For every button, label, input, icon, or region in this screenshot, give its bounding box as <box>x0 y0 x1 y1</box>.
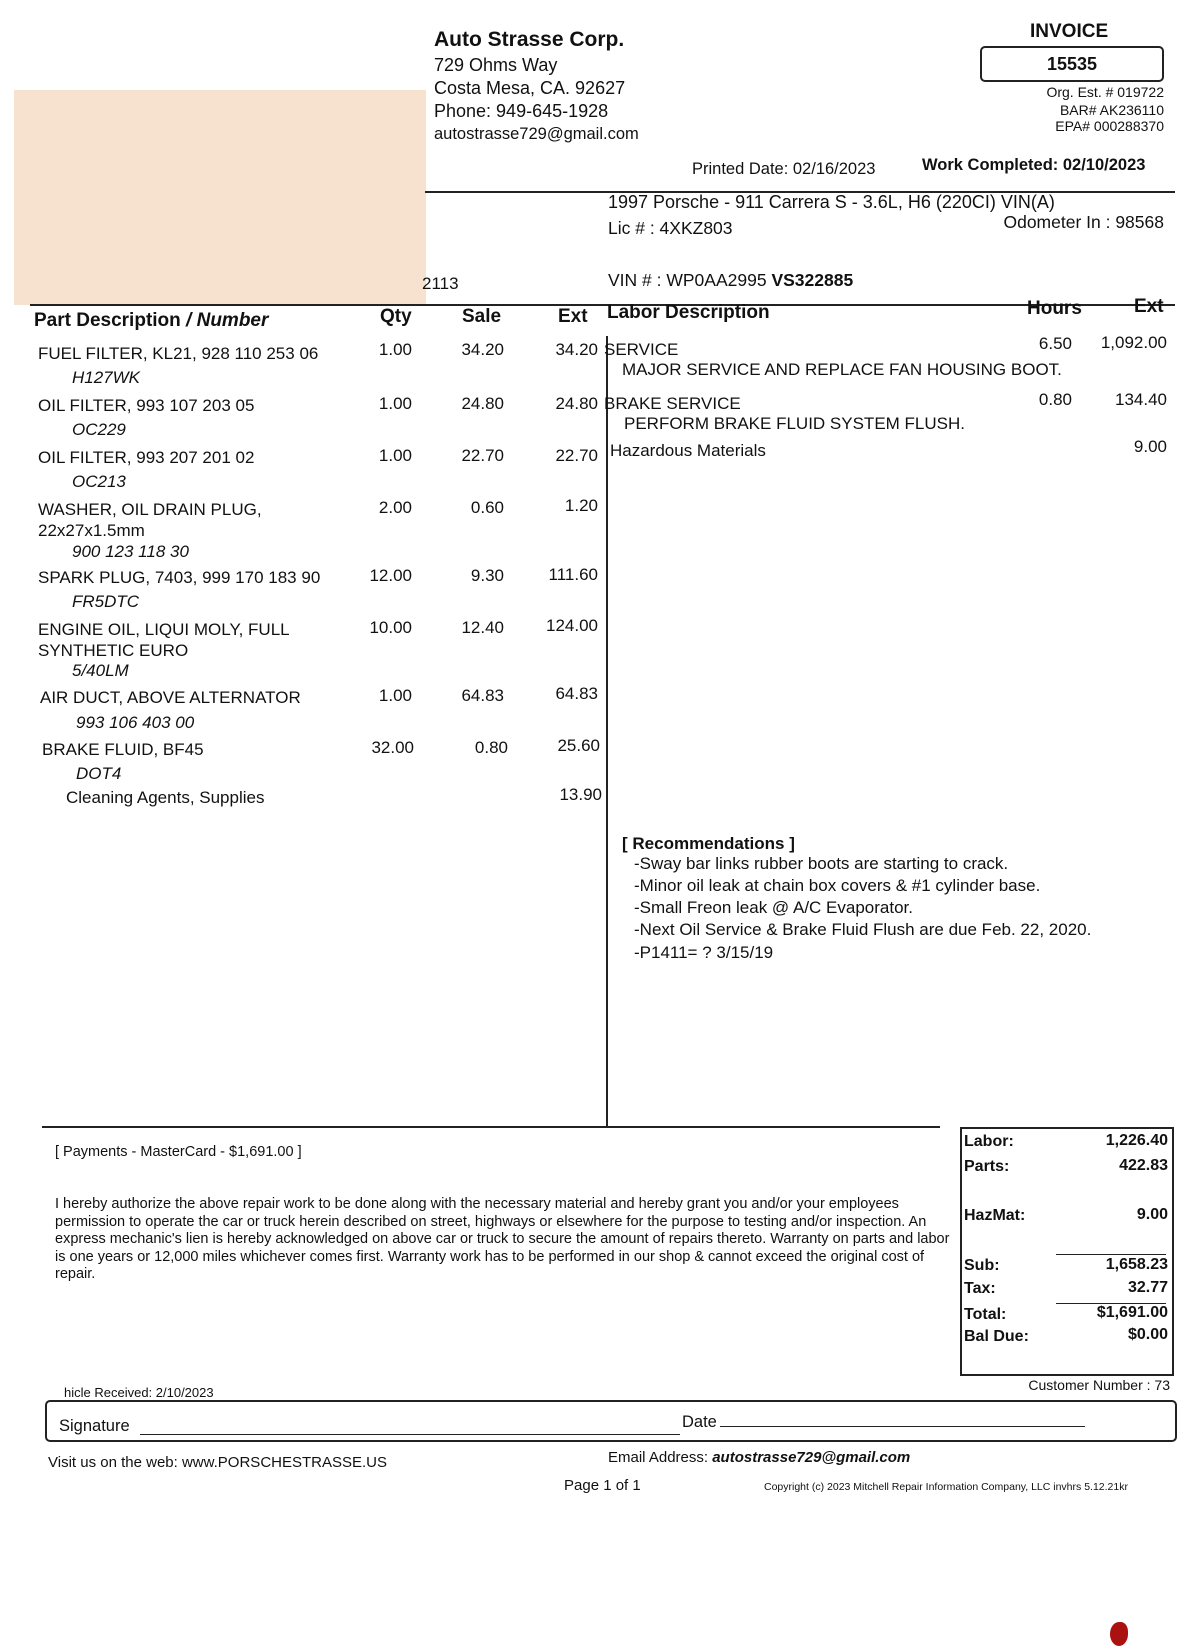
labor-title: SERVICE <box>604 340 679 359</box>
recommendation-item: -P1411= ? 3/15/19 <box>634 943 774 962</box>
part-number: OC213 <box>72 472 126 491</box>
subtotal-rule <box>1056 1254 1166 1255</box>
part-ext: 64.83 <box>555 684 598 703</box>
red-mark <box>1110 1622 1128 1646</box>
part-description-line-2: SYNTHETIC EURO <box>38 641 189 660</box>
part-description-line-2: 22x27x1.5mm <box>38 521 145 540</box>
copyright: Copyright (c) 2023 Mitchell Repair Information Company, LLC invhrs 5.12.21kr <box>764 1481 1128 1493</box>
part-qty: 1.00 <box>378 686 412 705</box>
part-number: 5/40LM <box>72 661 129 680</box>
table-header-top-rule <box>30 304 1175 306</box>
part-sale: 0.80 <box>474 738 508 757</box>
labor-header-hours: Hours <box>1027 298 1082 319</box>
part-qty: 12.00 <box>369 566 412 585</box>
bar-number: BAR# AK236110 <box>1059 102 1164 118</box>
vehicle-description: 1997 Porsche - 911 Carrera S - 3.6L, H6 (220CI) VIN(A) <box>608 192 1055 212</box>
parts-header-sale: Sale <box>462 306 502 327</box>
part-ext: 124.00 <box>546 616 598 635</box>
vehicle-received: hicle Received: 2/10/2023 <box>64 1385 214 1400</box>
grand-total-label: Total: <box>964 1306 1007 1323</box>
company-email: autostrasse729@gmail.com <box>434 125 639 143</box>
signature-label: Signature <box>59 1417 130 1435</box>
company-address-2: Costa Mesa, CA. 92627 <box>434 78 626 98</box>
printed-date: Printed Date: 02/16/2023 <box>692 160 876 178</box>
labor-header-ext: Ext <box>1134 296 1164 317</box>
signature-line[interactable] <box>140 1434 680 1435</box>
labor-ext: 1,092.00 <box>1100 333 1167 352</box>
hazmat-total-label: HazMat: <box>964 1207 1026 1224</box>
part-sale: 22.70 <box>461 446 504 465</box>
part-ext: 24.80 <box>555 394 598 413</box>
authorization-terms: I hereby authorize the above repair work to be done along with the necessary material and hereby grant you and/or your employees permission to operate the car or truck herein described on street, highways or elsewhere for the purpose to testing and/or inspection. An express mechanic's lien is hereby acknowledged on above car or truck to secure the amount of repairs thereto. Warranty on parts and labor is one years or 12,000 miles whichever comes first. Warranty work has to be performed in our shop & cannot exceed the original cost of repair. <box>55 1196 950 1282</box>
part-sale: 9.30 <box>470 566 504 585</box>
part-description: WASHER, OIL DRAIN PLUG, <box>38 500 262 519</box>
part-number: DOT4 <box>76 764 122 783</box>
footer-email-address: autostrasse729@gmail.com <box>712 1449 911 1466</box>
parts-header-description: Part Description / Number <box>34 310 269 331</box>
part-ext: 25.60 <box>557 736 600 755</box>
balance-due: $0.00 <box>1127 1326 1168 1343</box>
parts-total: 422.83 <box>1119 1157 1168 1174</box>
customer-number: Customer Number : 73 <box>1028 1377 1170 1393</box>
labor-total: 1,226.40 <box>1105 1132 1168 1149</box>
tax-amount: 32.77 <box>1127 1279 1168 1296</box>
labor-title: BRAKE SERVICE <box>604 394 741 413</box>
footer-email <box>608 1449 910 1466</box>
part-description: BRAKE FLUID, BF45 <box>42 740 204 759</box>
part-number: H127WK <box>72 368 141 387</box>
hazmat-total: 9.00 <box>1136 1206 1168 1223</box>
part-qty: 1.00 <box>378 446 412 465</box>
date-line[interactable] <box>720 1426 1085 1427</box>
company-phone: Phone: 949-645-1928 <box>434 101 609 121</box>
vin-suffix: VS322885 <box>771 270 854 290</box>
parts-header-ext: Ext <box>558 306 588 327</box>
org-est-number: Org. Est. # 019722 <box>1046 84 1164 100</box>
subtotal: 1,658.23 <box>1105 1256 1168 1273</box>
labor-hours: 6.50 <box>1038 334 1072 353</box>
payments-line: [ Payments - MasterCard - $1,691.00 ] <box>55 1144 302 1160</box>
parts-total-label: Parts: <box>964 1158 1010 1175</box>
work-completed: Work Completed: 02/10/2023 <box>922 156 1146 174</box>
part-sale: 12.40 <box>461 618 504 637</box>
part-description: OIL FILTER, 993 107 203 05 <box>38 396 255 415</box>
part-qty: 2.00 <box>378 498 412 517</box>
part-description: SPARK PLUG, 7403, 999 170 183 90 <box>38 568 321 587</box>
part-qty: 10.00 <box>369 618 412 637</box>
recommendation-item: -Small Freon leak @ A/C Evaporator. <box>634 898 913 917</box>
part-description: AIR DUCT, ABOVE ALTERNATOR <box>40 688 301 707</box>
company-address-1: 729 Ohms Way <box>434 55 558 75</box>
part-ext: 111.60 <box>548 565 598 584</box>
column-divider <box>606 336 608 1128</box>
footer-website: Visit us on the web: www.PORSCHESTRASSE.US <box>48 1454 388 1471</box>
customer-partial-text: 2113 <box>422 274 459 293</box>
part-ext: 22.70 <box>555 446 598 465</box>
vin-number <box>608 270 853 291</box>
balance-due-label: Bal Due: <box>964 1328 1029 1345</box>
supplies-description: Cleaning Agents, Supplies <box>66 788 265 807</box>
part-sale: 64.83 <box>461 686 504 705</box>
part-number: OC229 <box>72 420 126 439</box>
part-description: ENGINE OIL, LIQUI MOLY, FULL <box>38 620 290 639</box>
part-description: OIL FILTER, 993 207 201 02 <box>38 448 255 467</box>
labor-ext: 9.00 <box>1133 437 1167 456</box>
footer-email-label: Email Address: <box>608 1449 709 1466</box>
recommendations-title: [ Recommendations ] <box>622 834 795 853</box>
labor-hours: 0.80 <box>1038 390 1072 409</box>
part-number: 993 106 403 00 <box>76 713 195 732</box>
labor-detail: PERFORM BRAKE FLUID SYSTEM FLUSH. <box>624 414 965 433</box>
labor-detail: MAJOR SERVICE AND REPLACE FAN HOUSING BOOT. <box>622 360 1062 379</box>
recommendation-item: -Minor oil leak at chain box covers & #1 cylinder base. <box>634 876 1041 895</box>
labor-total-label: Labor: <box>964 1133 1014 1150</box>
part-ext: 1.20 <box>564 496 598 515</box>
payments-rule <box>42 1126 940 1128</box>
part-ext: 34.20 <box>555 340 598 359</box>
supplies-ext: 13.90 <box>559 785 602 804</box>
epa-number: EPA# 000288370 <box>1055 118 1164 134</box>
signature-box <box>45 1400 1177 1442</box>
part-sale: 0.60 <box>470 498 504 517</box>
subtotal-label: Sub: <box>964 1257 1000 1274</box>
part-description: FUEL FILTER, KL21, 928 110 253 06 <box>38 344 319 363</box>
vin-prefix: VIN # : WP0AA2995 <box>608 270 767 290</box>
labor-title: Hazardous Materials <box>610 441 766 460</box>
redacted-customer-block <box>14 90 426 305</box>
parts-header-qty: Qty <box>380 306 412 327</box>
part-number: FR5DTC <box>72 592 140 611</box>
part-qty: 1.00 <box>378 394 412 413</box>
grand-total: $1,691.00 <box>1096 1304 1168 1321</box>
recommendation-item: -Next Oil Service & Brake Fluid Flush are due Feb. 22, 2020. <box>634 920 1092 939</box>
invoice-label: INVOICE <box>1030 21 1109 42</box>
part-qty: 32.00 <box>371 738 414 757</box>
part-number: 900 123 118 30 <box>72 542 189 561</box>
date-label: Date <box>682 1413 717 1431</box>
labor-ext: 134.40 <box>1115 390 1167 409</box>
odometer-in: Odometer In : 98568 <box>1003 212 1164 232</box>
license-plate: Lic # : 4XKZ803 <box>608 218 733 238</box>
tax-label: Tax: <box>964 1280 996 1297</box>
recommendation-item: -Sway bar links rubber boots are starting to crack. <box>634 854 1009 873</box>
part-sale: 34.20 <box>461 340 504 359</box>
labor-header-description: Labor Description <box>607 302 770 323</box>
company-name: Auto Strasse Corp. <box>434 28 625 51</box>
invoice-number: 15535 <box>980 46 1164 82</box>
part-sale: 24.80 <box>461 394 504 413</box>
part-qty: 1.00 <box>378 340 412 359</box>
page-number: Page 1 of 1 <box>564 1477 641 1494</box>
